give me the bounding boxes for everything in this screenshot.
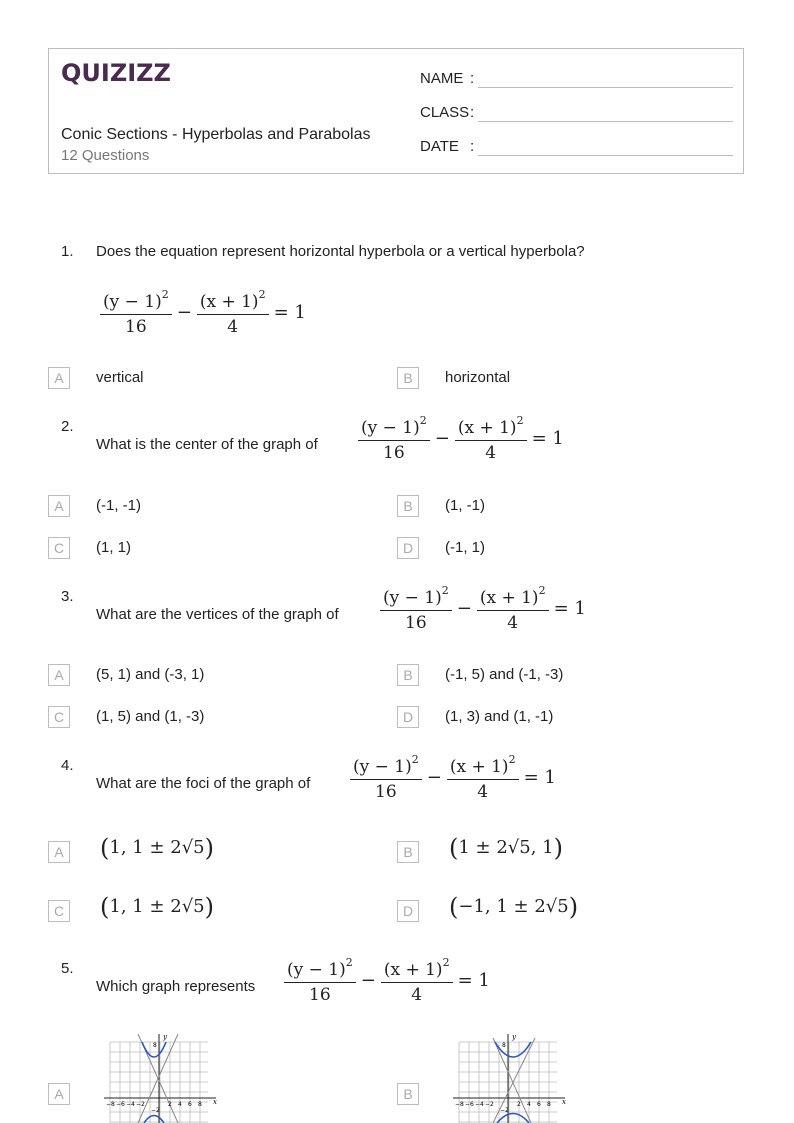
tick-label: 2 xyxy=(517,1101,521,1108)
tick-label: −4 xyxy=(475,1101,484,1108)
option-text[interactable]: (1, -1) xyxy=(445,497,486,514)
option-box-a[interactable]: A xyxy=(48,1083,70,1105)
option-box-c[interactable]: C xyxy=(48,706,70,728)
question-text: What are the foci of the graph of xyxy=(96,775,311,792)
class-line[interactable] xyxy=(478,121,733,122)
hyperbola-graph-b[interactable] xyxy=(449,1030,574,1123)
question-text: What are the vertices of the graph of xyxy=(96,606,339,623)
option-text[interactable]: (1, 1 ± 2√5) xyxy=(100,834,214,862)
name-field[interactable] xyxy=(420,66,733,90)
option-text[interactable]: (1, 1) xyxy=(96,539,132,556)
option-box-c[interactable]: C xyxy=(48,900,70,922)
question-text: What is the center of the graph of xyxy=(96,436,318,453)
option-box-b[interactable]: B xyxy=(397,841,419,863)
option-text[interactable]: horizontal xyxy=(445,369,511,386)
option-text[interactable]: (1, 5) and (1, -3) xyxy=(96,708,205,725)
option-text[interactable]: (5, 1) and (-3, 1) xyxy=(96,666,205,683)
option-box-b[interactable]: B xyxy=(397,664,419,686)
tick-label: −4 xyxy=(126,1101,135,1108)
equation: $\frac{(y - 1)^2}{16}$ − $\frac{(x + 1)^2}{4}$ = 1 xyxy=(282,956,493,1005)
date-label: DATE xyxy=(420,138,459,155)
tick-label: −6 xyxy=(116,1101,125,1108)
tick-label: 4 xyxy=(527,1101,531,1108)
tick-label: 8 xyxy=(502,1042,506,1049)
option-box-a[interactable]: A xyxy=(48,495,70,517)
tick-label: −8 xyxy=(455,1101,464,1108)
tick-label: −2 xyxy=(136,1101,145,1108)
option-box-b[interactable]: B xyxy=(397,1083,419,1105)
name-line[interactable] xyxy=(478,87,733,88)
option-box-b[interactable]: B xyxy=(397,495,419,517)
tick-label: −8 xyxy=(106,1101,115,1108)
tick-label: 8 xyxy=(198,1101,202,1108)
tick-label: 4 xyxy=(178,1101,182,1108)
question-number: 5. xyxy=(61,960,74,977)
tick-label: 6 xyxy=(188,1101,192,1108)
option-box-d[interactable]: D xyxy=(397,706,419,728)
equation: $\frac{(y - 1)^2}{16}$ − $\frac{(x + 1)^2}{4}$ = 1 xyxy=(378,584,589,633)
option-text[interactable]: (-1, -1) xyxy=(96,497,141,514)
question-text: Which graph represents xyxy=(96,978,256,995)
question-number: 3. xyxy=(61,588,74,605)
option-box-a[interactable]: A xyxy=(48,841,70,863)
y-axis-label: y xyxy=(163,1033,167,1041)
class-label: CLASS xyxy=(420,104,470,121)
question-number: 1. xyxy=(61,243,74,260)
option-text[interactable]: (-1, 1) xyxy=(445,539,486,556)
option-text[interactable]: (1 ± 2√5, 1) xyxy=(449,834,563,862)
question-text: Does the equation represent horizontal hyperbola or a vertical hyperbola? xyxy=(96,243,585,260)
quizizz-logo: QUIZIZZ xyxy=(61,59,171,87)
worksheet-header xyxy=(48,48,744,174)
option-text[interactable]: (1, 3) and (1, -1) xyxy=(445,708,554,725)
option-box-d[interactable]: D xyxy=(397,900,419,922)
x-axis-label: x xyxy=(562,1098,566,1106)
date-line[interactable] xyxy=(478,155,733,156)
option-box-b[interactable]: B xyxy=(397,367,419,389)
hyperbola-graph-a[interactable] xyxy=(100,1030,220,1123)
option-text[interactable]: (1, 1 ± 2√5) xyxy=(100,893,214,921)
y-axis-label: y xyxy=(512,1033,516,1041)
colon: : xyxy=(470,138,475,155)
option-box-a[interactable]: A xyxy=(48,367,70,389)
equation: $\frac{(y - 1)^2}{16}$ − $\frac{(x + 1)^2}{4}$ = 1 xyxy=(348,753,559,802)
question-number: 2. xyxy=(61,418,74,435)
tick-label: −2 xyxy=(500,1107,509,1114)
tick-label: −2 xyxy=(485,1101,494,1108)
tick-label: −2 xyxy=(151,1107,160,1114)
x-axis-label: x xyxy=(213,1098,217,1106)
option-text[interactable]: vertical xyxy=(96,369,144,386)
option-box-c[interactable]: C xyxy=(48,537,70,559)
colon: : xyxy=(470,70,475,87)
name-label: NAME xyxy=(420,70,464,87)
tick-label: 8 xyxy=(153,1042,157,1049)
equation: $\frac{(y - 1)^2}{16}$ − $\frac{(x + 1)^2}{4}$ = 1 xyxy=(356,414,567,463)
fraction: $\frac{(x + 1)^2}{4}$ xyxy=(197,288,269,337)
option-box-a[interactable]: A xyxy=(48,664,70,686)
tick-label: 2 xyxy=(168,1101,172,1108)
option-box-d[interactable]: D xyxy=(397,537,419,559)
tick-label: −6 xyxy=(465,1101,474,1108)
colon: : xyxy=(470,104,475,121)
tick-label: 6 xyxy=(537,1101,541,1108)
option-text[interactable]: (−1, 1 ± 2√5) xyxy=(449,893,579,921)
question-number: 4. xyxy=(61,757,74,774)
fraction: $\frac{(y - 1)^2}{16}$ xyxy=(100,288,172,337)
question-count: 12 Questions xyxy=(61,147,150,164)
date-field[interactable] xyxy=(420,134,733,158)
equation: $\frac{(y - 1)^2}{16}$ − $\frac{(x + 1)^2}{4}$ = 1 xyxy=(98,288,309,337)
option-text[interactable]: (-1, 5) and (-1, -3) xyxy=(445,666,564,683)
tick-label: 8 xyxy=(547,1101,551,1108)
class-field[interactable] xyxy=(420,100,733,124)
worksheet-title: Conic Sections - Hyperbolas and Parabolas xyxy=(61,126,371,143)
